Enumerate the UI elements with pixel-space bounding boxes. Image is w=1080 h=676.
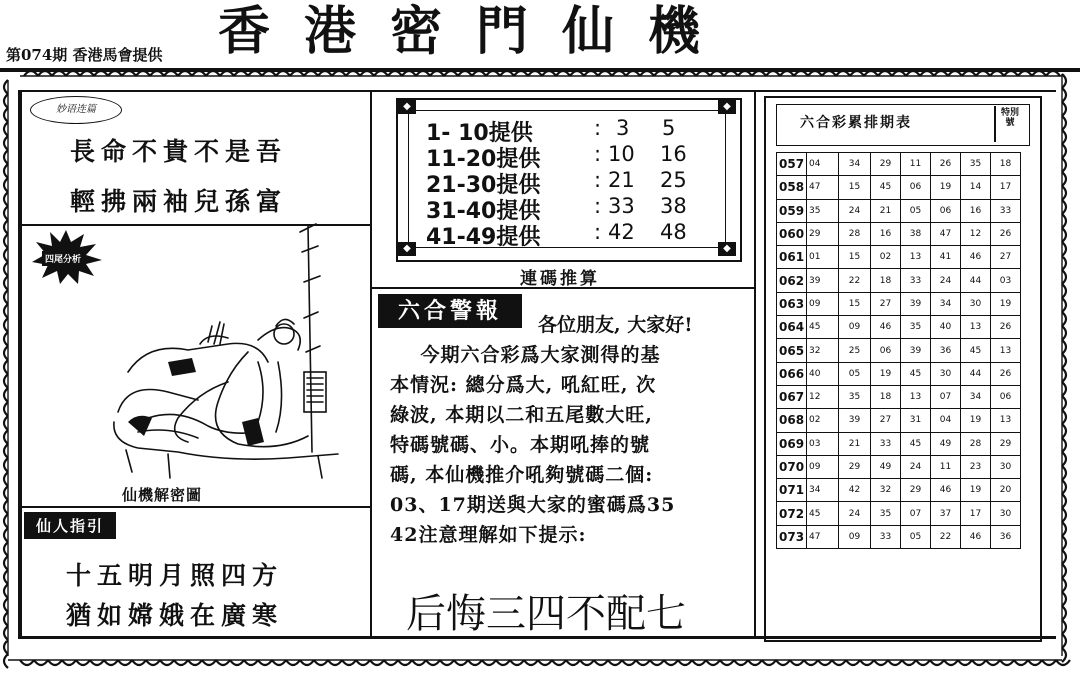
issue-cell: 059: [777, 199, 807, 222]
number-cell: 26: [931, 153, 961, 176]
number-cell: 47: [807, 525, 839, 548]
table-row: [777, 153, 1021, 176]
number-cell: 19: [931, 176, 961, 199]
number-cell: 07: [931, 385, 961, 408]
number-cell: 47: [807, 176, 839, 199]
issue-cell: 071: [777, 479, 807, 502]
figure-caption: 仙機解密圖: [122, 486, 203, 504]
warning-label: 六合警報: [378, 294, 522, 328]
number-cell: 45: [961, 339, 991, 362]
table-row: [777, 409, 1021, 432]
number-cell: 32: [871, 479, 901, 502]
badge-label: 四尾分析: [42, 251, 84, 266]
number-cell: 22: [839, 269, 871, 292]
table-row: [777, 479, 1021, 502]
issue-number: 第074期 香港馬會提供: [6, 46, 163, 64]
greeting: 各位朋友, 大家好!: [538, 314, 693, 336]
corner-ornament-icon: ◆: [718, 242, 736, 256]
special-number-cell: 13: [991, 409, 1021, 432]
corner-ornament-icon: ◆: [398, 100, 416, 114]
range-label: 11-20提供: [426, 147, 541, 172]
hint-poem-line-2: 猶如嫦娥在廣寒: [66, 601, 284, 630]
body-line: 綠波, 本期以二和五尾數大旺,: [390, 404, 653, 426]
number-cell: 19: [961, 409, 991, 432]
number-cell: 18: [871, 269, 901, 292]
table-row: [777, 455, 1021, 478]
number-cell: 24: [839, 199, 871, 222]
range-colon: :: [594, 220, 602, 244]
issue-cell: 064: [777, 316, 807, 339]
range-value-b: 16: [660, 142, 687, 166]
masthead-title: 香港密門仙機: [218, 2, 735, 62]
range-value-a: 3: [616, 116, 630, 140]
special-number-cell: 03: [991, 269, 1021, 292]
number-cell: 24: [901, 455, 931, 478]
number-cell: 11: [931, 455, 961, 478]
number-cell: 33: [901, 269, 931, 292]
closing-phrase: 后悔三四不配七: [406, 591, 686, 637]
number-cell: 39: [807, 269, 839, 292]
number-cell: 40: [807, 362, 839, 385]
range-value-b: 48: [660, 220, 687, 244]
body-line: 本情況: 總分爲大, 吼紅旺, 次: [390, 374, 657, 396]
number-cell: 21: [839, 432, 871, 455]
range-value-a: 42: [608, 220, 635, 244]
poem-line-2: 輕拂兩袖兒孫富: [70, 187, 288, 216]
range-label: 41-49提供: [426, 225, 541, 250]
number-cell: 29: [807, 222, 839, 245]
number-cell: 30: [931, 362, 961, 385]
number-cell: 45: [901, 432, 931, 455]
table-row: [777, 246, 1021, 269]
number-cell: 15: [839, 176, 871, 199]
number-cell: 34: [961, 385, 991, 408]
special-number-cell: 06: [991, 385, 1021, 408]
range-value-b: 38: [660, 194, 687, 218]
number-cell: 06: [871, 339, 901, 362]
range-colon: :: [594, 142, 602, 166]
number-cell: 24: [931, 269, 961, 292]
number-cell: 23: [961, 455, 991, 478]
left-divider: [370, 90, 372, 638]
range-label: 31-40提供: [426, 199, 541, 224]
issue-cell: 069: [777, 432, 807, 455]
number-cell: 06: [901, 176, 931, 199]
table-row: [777, 525, 1021, 548]
special-number-cell: 18: [991, 153, 1021, 176]
range-colon: :: [594, 194, 602, 218]
number-cell: 06: [931, 199, 961, 222]
special-number-cell: 13: [991, 339, 1021, 362]
number-cell: 49: [871, 455, 901, 478]
number-cell: 45: [807, 316, 839, 339]
body-line: 今期六合彩爲大家測得的基: [390, 344, 661, 366]
number-cell: 37: [931, 502, 961, 525]
number-cell: 13: [961, 316, 991, 339]
range-value-b: 5: [662, 116, 676, 140]
number-cell: 36: [931, 339, 961, 362]
corner-ornament-icon: ◆: [718, 100, 736, 114]
number-cell: 01: [807, 246, 839, 269]
number-cell: 35: [807, 199, 839, 222]
issue-cell: 061: [777, 246, 807, 269]
number-cell: 29: [871, 153, 901, 176]
number-cell: 02: [807, 409, 839, 432]
number-cell: 33: [871, 432, 901, 455]
issue-cell: 057: [777, 153, 807, 176]
number-cell: 34: [931, 292, 961, 315]
number-cell: 39: [901, 292, 931, 315]
number-cell: 27: [871, 292, 901, 315]
number-cell: 11: [901, 153, 931, 176]
special-number-cell: 30: [991, 502, 1021, 525]
number-cell: 05: [839, 362, 871, 385]
number-cell: 02: [871, 246, 901, 269]
number-cell: 09: [839, 525, 871, 548]
frame-top-rule: [18, 90, 1056, 92]
number-cell: 21: [871, 199, 901, 222]
number-cell: 30: [961, 292, 991, 315]
number-cell: 25: [839, 339, 871, 362]
number-cell: 45: [901, 362, 931, 385]
number-cell: 46: [961, 246, 991, 269]
issue-cell: 062: [777, 269, 807, 292]
special-number-cell: 26: [991, 316, 1021, 339]
poem-line-1: 長命不貴不是吾: [70, 137, 288, 166]
number-cell: 49: [931, 432, 961, 455]
range-label: 21-30提供: [426, 173, 541, 198]
draw-table-title: 六合彩累排期表: [800, 115, 912, 131]
table-row: [777, 432, 1021, 455]
issue-cell: 060: [777, 222, 807, 245]
number-cell: 16: [961, 199, 991, 222]
number-cell: 35: [901, 316, 931, 339]
header-divider: [994, 106, 996, 142]
number-cell: 39: [901, 339, 931, 362]
number-cell: 46: [871, 316, 901, 339]
xianren-label: 仙人指引: [24, 512, 116, 539]
special-number-cell: 17: [991, 176, 1021, 199]
number-cell: 46: [931, 479, 961, 502]
right-divider: [754, 90, 756, 638]
issue-cell: 072: [777, 502, 807, 525]
number-cell: 29: [839, 455, 871, 478]
number-cell: 18: [871, 385, 901, 408]
issue-cell: 066: [777, 362, 807, 385]
number-cell: 32: [807, 339, 839, 362]
table-row: [777, 502, 1021, 525]
number-cell: 44: [961, 269, 991, 292]
range-value-a: 21: [608, 168, 635, 192]
table-row: [777, 292, 1021, 315]
number-cell: 29: [901, 479, 931, 502]
issue-cell: 070: [777, 455, 807, 478]
special-number-cell: 29: [991, 432, 1021, 455]
number-cell: 39: [839, 409, 871, 432]
body-line: 碼, 本仙機推介吼夠號碼二個:: [390, 464, 654, 486]
table-row: [777, 222, 1021, 245]
number-cell: 45: [807, 502, 839, 525]
number-cell: 15: [839, 292, 871, 315]
number-cell: 24: [839, 502, 871, 525]
number-cell: 33: [871, 525, 901, 548]
number-cell: 07: [901, 502, 931, 525]
special-number-cell: 19: [991, 292, 1021, 315]
masthead-rule: [0, 68, 1080, 72]
number-cell: 41: [931, 246, 961, 269]
number-cell: 31: [901, 409, 931, 432]
special-number-label: 特別號: [1000, 108, 1019, 128]
number-cell: 27: [871, 409, 901, 432]
number-cell: 17: [961, 502, 991, 525]
number-cell: 28: [839, 222, 871, 245]
number-cell: 40: [931, 316, 961, 339]
number-cell: 09: [807, 455, 839, 478]
special-number-cell: 27: [991, 246, 1021, 269]
range-caption: 連碼推算: [520, 269, 600, 289]
special-number-cell: 26: [991, 362, 1021, 385]
number-cell: 42: [839, 479, 871, 502]
body-line: 42注意理解如下提示:: [390, 524, 587, 546]
number-cell: 05: [901, 199, 931, 222]
table-row: [777, 362, 1021, 385]
tag-label: 妙语连篇: [30, 96, 122, 124]
body-line: 03、17期送與大家的蜜碼爲35: [390, 494, 676, 516]
number-cell: 12: [807, 385, 839, 408]
issue-cell: 067: [777, 385, 807, 408]
range-value-b: 25: [660, 168, 687, 192]
number-cell: 47: [931, 222, 961, 245]
scholar-illustration: [108, 222, 362, 484]
number-cell: 19: [871, 362, 901, 385]
number-cell: 12: [961, 222, 991, 245]
number-cell: 34: [839, 153, 871, 176]
range-colon: :: [594, 116, 602, 140]
table-row: [777, 339, 1021, 362]
range-value-a: 33: [608, 194, 635, 218]
number-cell: 09: [839, 316, 871, 339]
special-number-cell: 30: [991, 455, 1021, 478]
number-cell: 35: [839, 385, 871, 408]
number-cell: 38: [901, 222, 931, 245]
number-cell: 44: [961, 362, 991, 385]
left-rule-2: [22, 506, 370, 508]
number-cell: 04: [807, 153, 839, 176]
number-cell: 19: [961, 479, 991, 502]
body-line: 特碼號碼、小。本期吼捧的號: [390, 434, 651, 456]
range-row: [426, 220, 687, 251]
range-colon: :: [594, 168, 602, 192]
special-number-cell: 33: [991, 199, 1021, 222]
corner-ornament-icon: ◆: [398, 242, 416, 256]
draw-results-table: [776, 152, 1021, 549]
number-cell: 03: [807, 432, 839, 455]
number-cell: 28: [961, 432, 991, 455]
special-number-cell: 26: [991, 222, 1021, 245]
number-cell: 09: [807, 292, 839, 315]
number-cell: 22: [931, 525, 961, 548]
issue-cell: 068: [777, 409, 807, 432]
number-cell: 35: [871, 502, 901, 525]
number-cell: 13: [901, 246, 931, 269]
table-row: [777, 269, 1021, 292]
issue-cell: 073: [777, 525, 807, 548]
issue-cell: 063: [777, 292, 807, 315]
number-cell: 46: [961, 525, 991, 548]
issue-cell: 065: [777, 339, 807, 362]
number-cell: 15: [839, 246, 871, 269]
number-cell: 45: [871, 176, 901, 199]
frame-left-rule: [18, 90, 22, 638]
special-number-cell: 20: [991, 479, 1021, 502]
range-value-a: 10: [608, 142, 635, 166]
table-row: [777, 385, 1021, 408]
number-cell: 04: [931, 409, 961, 432]
issue-cell: 058: [777, 176, 807, 199]
number-cell: 13: [901, 385, 931, 408]
range-label: 1- 10提供: [426, 121, 533, 146]
number-cell: 05: [901, 525, 931, 548]
table-row: [777, 316, 1021, 339]
number-cell: 34: [807, 479, 839, 502]
number-cell: 14: [961, 176, 991, 199]
number-cell: 16: [871, 222, 901, 245]
table-row: [777, 176, 1021, 199]
table-row: [777, 199, 1021, 222]
number-cell: 35: [961, 153, 991, 176]
hint-poem-line-1: 十五明月照四方: [66, 561, 284, 590]
special-number-cell: 36: [991, 525, 1021, 548]
